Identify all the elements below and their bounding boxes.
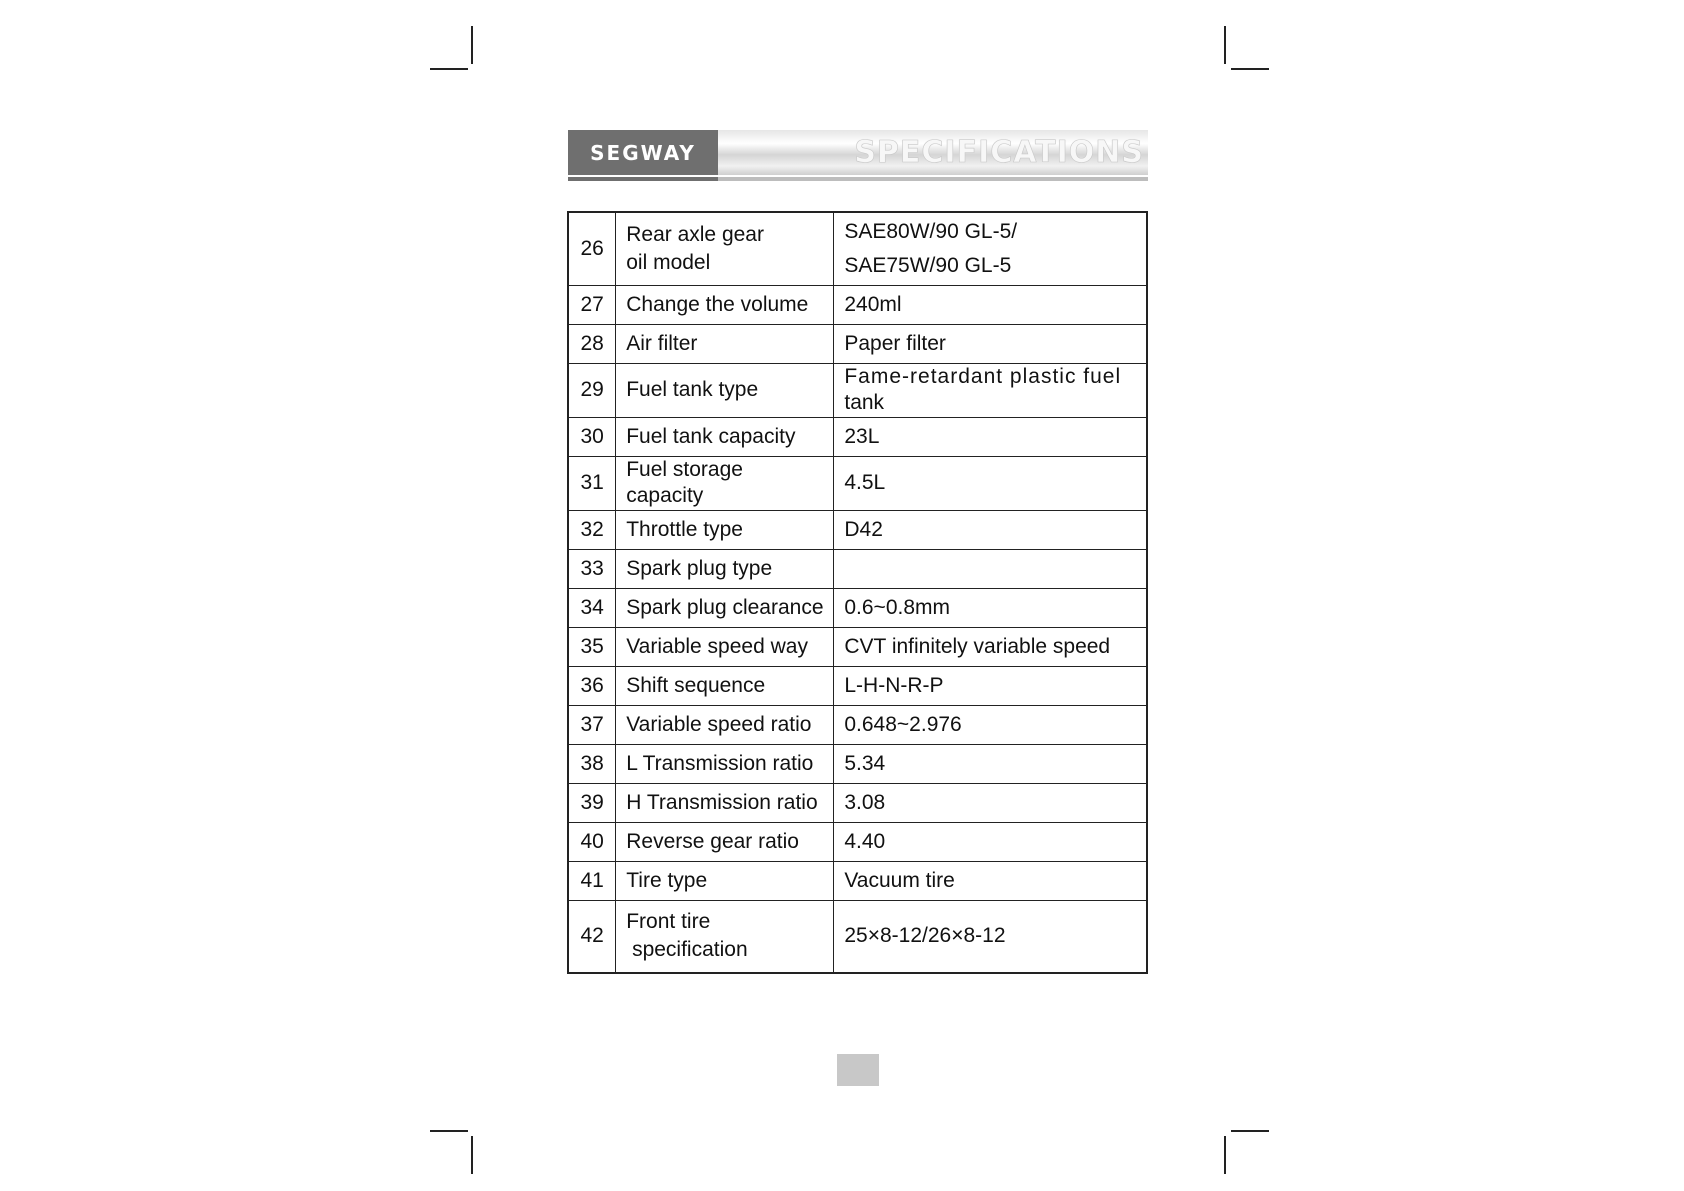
spec-number: 34 [568, 588, 616, 627]
header-underline-dark [568, 177, 718, 181]
spec-value: 5.34 [834, 744, 1147, 783]
table-row [568, 363, 1147, 417]
table-row [568, 744, 1147, 783]
spec-value [834, 363, 1147, 417]
spec-value-line: SAE80W/90 GL-5/ [844, 219, 1018, 243]
spec-value: 240ml [834, 285, 1147, 324]
spec-number: 31 [568, 456, 616, 510]
header-underline-light [718, 177, 1148, 181]
spec-name-line: specification [626, 938, 748, 962]
spec-name: Air filter [616, 324, 834, 363]
spec-number: 41 [568, 861, 616, 900]
spec-name: L Transmission ratio [616, 744, 834, 783]
table-row [568, 549, 1147, 588]
table-row [568, 783, 1147, 822]
spec-number: 27 [568, 285, 616, 324]
spec-number: 37 [568, 705, 616, 744]
spec-name [616, 900, 834, 973]
table-row [568, 324, 1147, 363]
spec-value: Vacuum tire [834, 861, 1147, 900]
spec-name: Fuel tank type [616, 363, 834, 417]
table-row [568, 666, 1147, 705]
spec-value: 3.08 [834, 783, 1147, 822]
brand-logo: SEGWAY [568, 130, 718, 175]
spec-value: 0.6~0.8mm [834, 588, 1147, 627]
spec-number: 32 [568, 510, 616, 549]
spec-number: 30 [568, 417, 616, 456]
table-row [568, 456, 1147, 510]
spec-name: Spark plug type [616, 549, 834, 588]
spec-value: Paper filter [834, 324, 1147, 363]
crop-mark-bottom-right-vertical [1224, 1136, 1226, 1174]
spec-name: Variable speed ratio [616, 705, 834, 744]
spec-name: Variable speed way [616, 627, 834, 666]
crop-mark-top-right-vertical [1224, 26, 1226, 64]
table-row [568, 285, 1147, 324]
spec-value: 4.5L [834, 456, 1147, 510]
spec-name-line: oil model [626, 250, 711, 274]
crop-mark-top-right-horizontal [1231, 68, 1269, 70]
spec-value: CVT infinitely variable speed [834, 627, 1147, 666]
section-title: SPECIFICATIONS [854, 135, 1144, 170]
spec-name: Spark plug clearance [616, 588, 834, 627]
table-row [568, 900, 1147, 973]
spec-value: L-H-N-R-P [834, 666, 1147, 705]
crop-mark-top-left-horizontal [430, 68, 468, 70]
spec-number: 28 [568, 324, 616, 363]
spec-number: 26 [568, 212, 616, 285]
spec-name-line: Rear axle gear [626, 222, 764, 246]
spec-name-line: Fuel storage [626, 458, 743, 481]
spec-value: 25×8-12/26×8-12 [834, 900, 1147, 973]
crop-mark-bottom-left-vertical [471, 1136, 473, 1174]
table-row [568, 822, 1147, 861]
table-row [568, 588, 1147, 627]
spec-number: 42 [568, 900, 616, 973]
table-row [568, 705, 1147, 744]
spec-number: 35 [568, 627, 616, 666]
spec-number: 39 [568, 783, 616, 822]
spec-name: Change the volume [616, 285, 834, 324]
spec-number: 36 [568, 666, 616, 705]
spec-value [834, 549, 1147, 588]
specifications-table [567, 211, 1148, 974]
spec-name-line: Front tire [626, 910, 711, 934]
section-header [568, 130, 1148, 180]
spec-name [616, 456, 834, 510]
spec-value-line: SAE75W/90 GL-5 [844, 253, 1012, 277]
crop-mark-bottom-right-horizontal [1231, 1130, 1269, 1132]
crop-mark-bottom-left-horizontal [430, 1130, 468, 1132]
spec-name: Fuel tank capacity [616, 417, 834, 456]
spec-name: Reverse gear ratio [616, 822, 834, 861]
spec-value: 23L [834, 417, 1147, 456]
spec-name [616, 212, 834, 285]
spec-number: 38 [568, 744, 616, 783]
spec-number: 40 [568, 822, 616, 861]
spec-value-line: Fame-retardant plastic fuel [844, 365, 1122, 388]
crop-mark-top-left-vertical [471, 26, 473, 64]
spec-number: 33 [568, 549, 616, 588]
spec-name: H Transmission ratio [616, 783, 834, 822]
spec-name: Throttle type [616, 510, 834, 549]
page-number-box [837, 1054, 879, 1086]
header-band [718, 130, 1148, 175]
spec-value: D42 [834, 510, 1147, 549]
spec-value [834, 212, 1147, 285]
table-row [568, 510, 1147, 549]
spec-number: 29 [568, 363, 616, 417]
table-row [568, 417, 1147, 456]
spec-name-line: capacity [626, 484, 704, 507]
spec-value: 4.40 [834, 822, 1147, 861]
spec-name: Tire type [616, 861, 834, 900]
spec-value-line: tank [844, 391, 885, 414]
spec-name: Shift sequence [616, 666, 834, 705]
table-row [568, 212, 1147, 285]
table-row [568, 627, 1147, 666]
table-row [568, 861, 1147, 900]
spec-value: 0.648~2.976 [834, 705, 1147, 744]
